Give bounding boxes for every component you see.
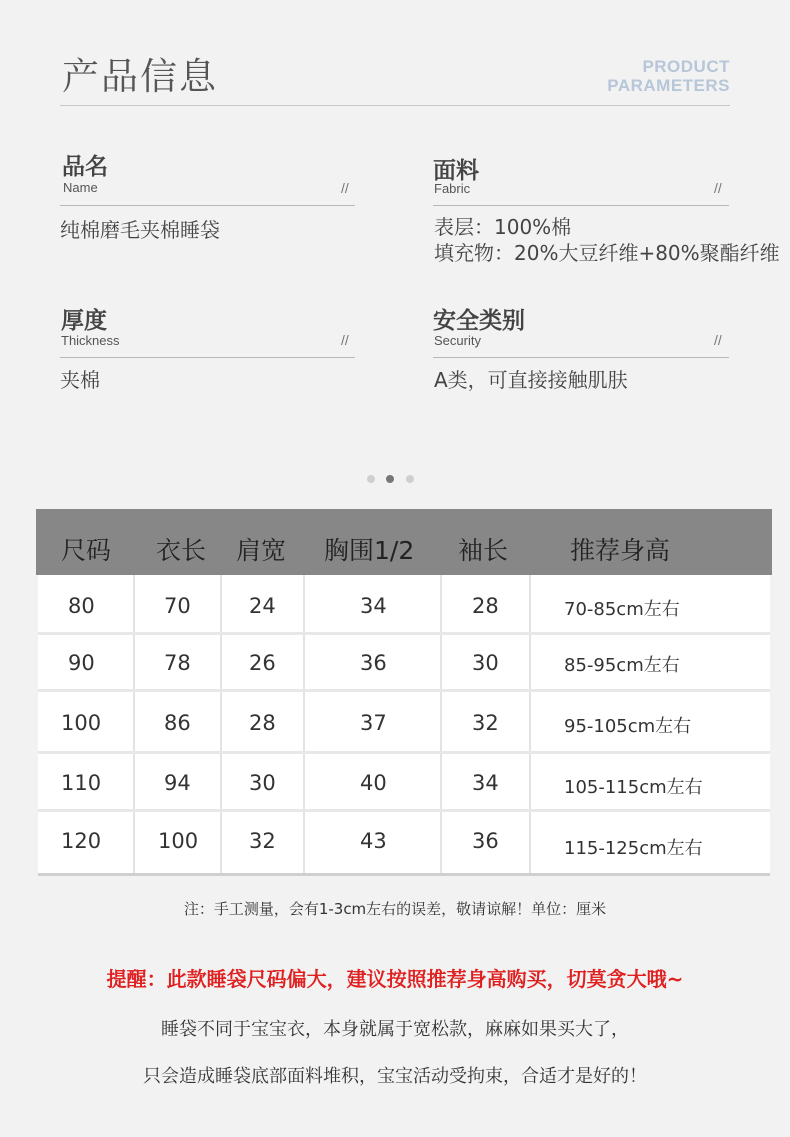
info-security-value: A类，可直接接触肌肤 xyxy=(434,368,628,392)
table-cell-size: 110 xyxy=(61,771,102,795)
info-fabric-rule xyxy=(433,205,729,206)
size-table-col-divider xyxy=(220,575,222,873)
table-cell-sleeve: 34 xyxy=(472,771,499,795)
table-cell-sleeve: 36 xyxy=(472,829,499,853)
table-cell-height: 85-95cm左右 xyxy=(564,655,680,676)
info-security-label: 安全类别 xyxy=(433,308,525,334)
table-cell-size: 90 xyxy=(68,651,95,675)
pager-dot-1[interactable] xyxy=(367,475,375,483)
table-cell-chest: 37 xyxy=(360,711,387,735)
table-cell-chest: 40 xyxy=(360,771,387,795)
table-cell-shoulder: 26 xyxy=(249,651,276,675)
header-divider xyxy=(60,105,730,106)
info-name-label: 品名 xyxy=(62,154,108,180)
table-cell-chest: 34 xyxy=(360,594,387,618)
info-security-sub: Security xyxy=(434,333,481,348)
table-cell-length: 94 xyxy=(164,771,191,795)
table-cell-height: 70-85cm左右 xyxy=(564,599,680,620)
size-table-header-sleeve: 袖长 xyxy=(458,536,509,565)
table-cell-shoulder: 32 xyxy=(249,829,276,853)
size-table-header-size: 尺码 xyxy=(61,536,112,565)
info-thickness-slash: // xyxy=(341,332,349,348)
table-cell-shoulder: 30 xyxy=(249,771,276,795)
pager-dot-3[interactable] xyxy=(406,475,414,483)
pager-dot-2-active[interactable] xyxy=(386,475,394,483)
table-cell-chest: 36 xyxy=(360,651,387,675)
table-cell-shoulder: 28 xyxy=(249,711,276,735)
info-name-slash: // xyxy=(341,180,349,196)
table-cell-height: 115-125cm左右 xyxy=(564,838,703,859)
page-title-english xyxy=(570,57,730,95)
info-thickness-value: 夹棉 xyxy=(60,368,100,392)
table-cell-length: 70 xyxy=(164,594,191,618)
table-cell-height: 105-115cm左右 xyxy=(564,777,703,798)
table-cell-sleeve: 30 xyxy=(472,651,499,675)
table-cell-height: 95-105cm左右 xyxy=(564,716,692,737)
size-table-col-divider xyxy=(440,575,442,873)
info-name-value: 纯棉磨毛夹棉睡袋 xyxy=(60,218,220,242)
table-cell-length: 100 xyxy=(158,829,199,853)
measurement-note: 注：手工测量，会有1-3cm左右的误差，敬请谅解！单位：厘米 xyxy=(183,900,607,918)
info-name-rule xyxy=(60,205,355,206)
table-cell-size: 100 xyxy=(61,711,102,735)
table-cell-length: 86 xyxy=(164,711,191,735)
size-table-header-chest: 胸围1/2 xyxy=(324,536,415,565)
page-title-english-line2: PARAMETERS xyxy=(607,76,730,95)
table-cell-chest: 43 xyxy=(360,829,387,853)
table-cell-length: 78 xyxy=(164,651,191,675)
explanation-line-2: 只会造成睡袋底部面料堆积，宝宝活动受拘束，合适才是好的！ xyxy=(143,1066,647,1087)
info-fabric-label: 面料 xyxy=(433,158,479,184)
info-name-sub: Name xyxy=(63,180,98,195)
size-table-row-divider xyxy=(38,751,770,754)
info-fabric-value-line2: 填充物：20%大豆纤维+80%聚酯纤维 xyxy=(434,241,780,265)
info-thickness-label: 厚度 xyxy=(61,308,107,334)
table-cell-shoulder: 24 xyxy=(249,594,276,618)
explanation-line-1: 睡袋不同于宝宝衣，本身就属于宽松款，麻麻如果买大了， xyxy=(161,1019,629,1040)
size-table-col-divider xyxy=(133,575,135,873)
size-warning: 提醒：此款睡袋尺码偏大，建议按照推荐身高购买，切莫贪大哦~ xyxy=(106,967,684,991)
size-table-header-height: 推荐身高 xyxy=(570,536,671,565)
info-thickness-rule xyxy=(60,357,355,358)
table-cell-sleeve: 32 xyxy=(472,711,499,735)
size-table-header-length: 衣长 xyxy=(156,536,207,565)
info-fabric-value-line1: 表层：100%棉 xyxy=(434,215,572,239)
info-security-slash: // xyxy=(714,332,722,348)
table-cell-size: 80 xyxy=(68,594,95,618)
size-table-row-divider xyxy=(38,809,770,812)
size-table-row-divider xyxy=(38,632,770,635)
info-fabric-sub: Fabric xyxy=(434,181,471,196)
page-title: 产品信息 xyxy=(62,55,218,98)
size-table-col-divider xyxy=(303,575,305,873)
info-security-rule xyxy=(433,357,729,358)
size-table-col-divider xyxy=(529,575,531,873)
size-table-row-divider xyxy=(38,689,770,692)
info-thickness-sub: Thickness xyxy=(61,333,120,348)
table-cell-sleeve: 28 xyxy=(472,594,499,618)
size-table-header-shoulder: 肩宽 xyxy=(236,536,287,565)
info-fabric-slash: // xyxy=(714,180,722,196)
page-title-english-line1: PRODUCT xyxy=(642,57,730,76)
table-cell-size: 120 xyxy=(61,829,102,853)
